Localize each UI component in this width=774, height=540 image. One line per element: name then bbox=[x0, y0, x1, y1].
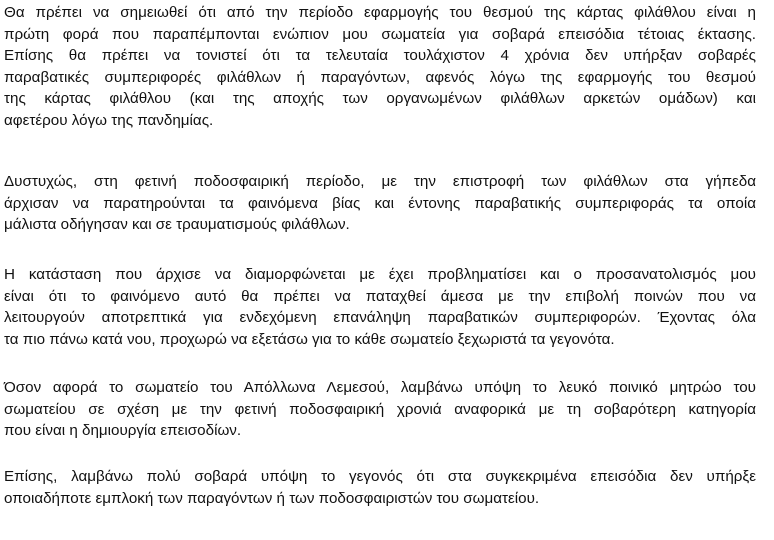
paragraph-fan-card-period bbox=[4, 2, 756, 132]
text-line: οποιαδήποτε εμπλοκή των παραγόντων ή των ποδοσφαιριστών του σωματείου. bbox=[4, 489, 540, 507]
text-line: Δυστυχώς, στη φετινή ποδοσφαιρική περίοδο, με την επιστροφή των φιλάθλων στα γήπεδα bbox=[4, 173, 756, 190]
text-line: παραβατικές συμπεριφορές φιλάθλων ή παραγόντων, αφενός λόγω της εφαρμογής του θεσμού bbox=[4, 68, 756, 86]
text-line: της κάρτας φιλάθλου (και της αποχής των οργανωμένων φιλάθλων αρκετών ομάδων) και bbox=[4, 90, 756, 108]
text-line: σωματείου σε σχέση με την φετινή ποδοσφαιρική χρονιά αναφορικά με τη σοβαρότερη κατηγορία bbox=[4, 400, 756, 418]
text-line: αφετέρου λόγω της πανδημίας. bbox=[4, 111, 214, 129]
text-line: Επίσης θα πρέπει να τονιστεί ότι τα τελευταία τουλάχιστον 4 χρόνια δεν υπήρξαν σοβαρές bbox=[4, 47, 756, 65]
text-line: Όσον αφορά το σωματείο του Απόλλωνα Λεμεσού, λαμβάνω υπόψη το λευκό ποινικό μητρώο του bbox=[4, 379, 756, 396]
text-line: τα πιο πάνω κατά νου, προχωρώ να εξετάσω για το κάθε σωματείο ξεχωριστά τα γεγονότα. bbox=[4, 330, 615, 348]
text-line: μάλιστα οδήγησαν και σε τραυματισμούς φιλάθλων. bbox=[4, 216, 350, 234]
text-line: Η κατάσταση που άρχισε να διαμορφώνεται με έχει προβληματίσει και ο προσανατολισμός μου bbox=[4, 266, 756, 283]
text-line: που είναι η δημιουργία επεισοδίων. bbox=[4, 422, 242, 440]
paragraph-situation bbox=[4, 264, 756, 350]
paragraph-no-involvement bbox=[4, 466, 756, 509]
text-line: Θα πρέπει να σημειωθεί ότι από την περίοδο εφαρμογής του θεσμού της κάρτας φιλάθλου είναι η bbox=[4, 4, 756, 21]
text-line: λειτουργούν αποτρεπτικά για ενδεχόμενη επανάληψη παραβατικών συμπεριφορών. Έχοντας όλα bbox=[4, 309, 756, 327]
text-line: πρώτη φορά που παραπέμπονται ενώπιον μου σωματεία για σοβαρά επεισόδια τέτοιας έκτασης. bbox=[4, 25, 756, 43]
text-line: άρχισαν να παρατηρούνται τα φαινόμενα βίας και έντονης παραβατικής συμπεριφοράς τα οποία bbox=[4, 194, 756, 212]
paragraph-current-season bbox=[4, 171, 756, 236]
text-line: Επίσης, λαμβάνω πολύ σοβαρά υπόψη το γεγονός ότι στα συγκεκριμένα επεισόδια δεν υπήρξε bbox=[4, 468, 756, 485]
paragraph-apollon-limassol bbox=[4, 377, 756, 442]
text-line: είναι ότι το φαινόμενο αυτό θα πρέπει να παταχθεί άμεσα με την επιβολή ποινών που να bbox=[4, 287, 756, 305]
